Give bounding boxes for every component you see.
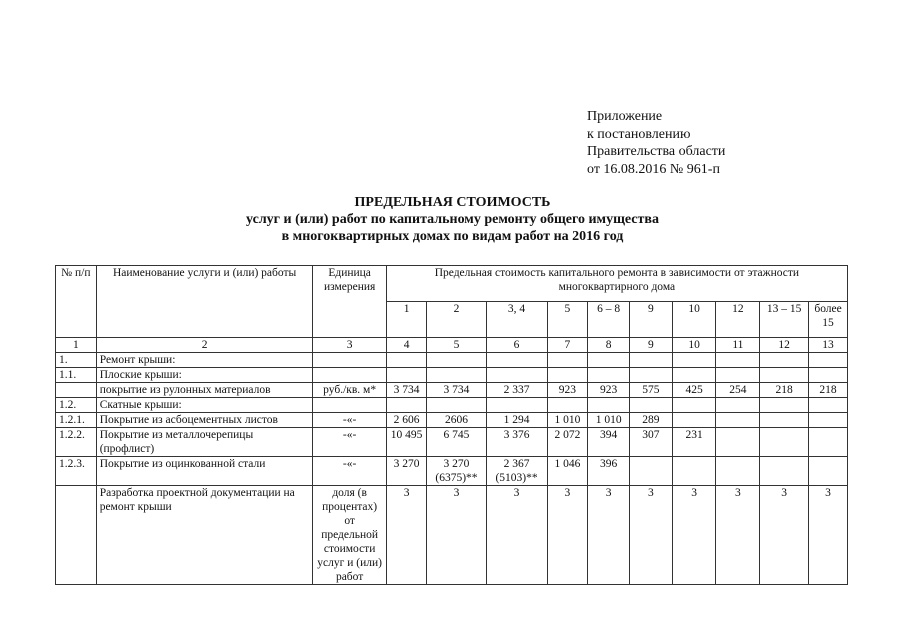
row-value	[547, 353, 588, 368]
row-value: 1 010	[588, 413, 630, 428]
cost-table	[55, 265, 848, 585]
row-value: 396	[588, 457, 630, 486]
header-floor-5: 6 – 8	[588, 302, 630, 338]
column-number-12: 12	[760, 338, 809, 353]
row-unit: -«-	[313, 428, 386, 457]
table-row	[56, 428, 848, 457]
header-floor-6: 9	[629, 302, 672, 338]
header-floor-8: 12	[716, 302, 760, 338]
row-value: 218	[760, 383, 809, 398]
row-value: 6 745	[427, 428, 486, 457]
row-value	[716, 398, 760, 413]
row-value	[629, 398, 672, 413]
row-name: покрытие из рулонных материалов	[96, 383, 313, 398]
row-value	[547, 398, 588, 413]
row-value: 3 376	[486, 428, 547, 457]
row-value	[716, 353, 760, 368]
row-value: 2 606	[386, 413, 427, 428]
row-num: 1.2.1.	[56, 413, 97, 428]
row-value: 2 072	[547, 428, 588, 457]
table-row	[56, 486, 848, 585]
row-num: 1.2.2.	[56, 428, 97, 457]
header-row-col-numbers	[56, 338, 848, 353]
row-value: 394	[588, 428, 630, 457]
row-value	[809, 353, 848, 368]
row-value: 3	[486, 486, 547, 585]
header-floor-2: 2	[427, 302, 486, 338]
row-num: 1.1.	[56, 368, 97, 383]
title-line-3: в многоквартирных домах по видам работ на 2016 год	[281, 229, 624, 244]
table-row	[56, 383, 848, 398]
row-value	[760, 368, 809, 383]
row-value	[760, 398, 809, 413]
row-value: 231	[672, 428, 716, 457]
row-unit: -«-	[313, 413, 386, 428]
row-value: 3	[427, 486, 486, 585]
row-value	[588, 398, 630, 413]
header-floor-9: 13 – 15	[760, 302, 809, 338]
row-value	[672, 368, 716, 383]
title-line-1: ПРЕДЕЛЬНАЯ СТОИМОСТЬ	[354, 195, 551, 210]
row-value: 1 010	[547, 413, 588, 428]
row-unit: -«-	[313, 457, 386, 486]
column-number-7: 7	[547, 338, 588, 353]
title-line-2: услуг и (или) работ по капитальному ремонту общего имущества	[246, 212, 659, 227]
row-value	[427, 398, 486, 413]
row-unit: руб./кв. м*	[313, 383, 386, 398]
table-row	[56, 353, 848, 368]
row-num	[56, 486, 97, 585]
column-number-5: 5	[427, 338, 486, 353]
row-value: 575	[629, 383, 672, 398]
document-title	[0, 194, 905, 245]
table-row	[56, 368, 848, 383]
annex-line-4: от 16.08.2016 № 961-п	[587, 161, 720, 177]
column-number-8: 8	[588, 338, 630, 353]
column-number-13: 13	[809, 338, 848, 353]
row-value: 218	[809, 383, 848, 398]
row-value	[672, 398, 716, 413]
column-number-1: 1	[56, 338, 97, 353]
row-value	[386, 368, 427, 383]
row-value: 2 367 (5103)**	[486, 457, 547, 486]
row-value: 1 046	[547, 457, 588, 486]
column-number-10: 10	[672, 338, 716, 353]
row-value	[486, 368, 547, 383]
header-unit: Единица измерения	[313, 266, 386, 338]
row-value: 3 734	[427, 383, 486, 398]
row-value	[809, 457, 848, 486]
row-name: Разработка проектной документации на ремонт крыши	[96, 486, 313, 585]
table-body	[56, 353, 848, 585]
row-name: Покрытие из металлочерепицы (профлист)	[96, 428, 313, 457]
row-value	[588, 368, 630, 383]
row-value: 1 294	[486, 413, 547, 428]
row-value	[547, 368, 588, 383]
row-unit	[313, 353, 386, 368]
row-value	[760, 413, 809, 428]
row-unit	[313, 368, 386, 383]
row-name: Скатные крыши:	[96, 398, 313, 413]
row-num: 1.	[56, 353, 97, 368]
row-value: 3	[629, 486, 672, 585]
row-value: 3	[716, 486, 760, 585]
row-value: 254	[716, 383, 760, 398]
row-value	[716, 413, 760, 428]
row-value	[809, 368, 848, 383]
row-value	[672, 457, 716, 486]
row-value	[716, 428, 760, 457]
row-unit: доля (в процентах) от предельной стоимости услуг и (или) работ	[313, 486, 386, 585]
row-num	[56, 383, 97, 398]
row-value: 307	[629, 428, 672, 457]
row-value	[716, 368, 760, 383]
row-value	[809, 398, 848, 413]
table-row	[56, 398, 848, 413]
row-unit	[313, 398, 386, 413]
row-value: 289	[629, 413, 672, 428]
row-value: 3	[386, 486, 427, 585]
row-value: 2 337	[486, 383, 547, 398]
table-row	[56, 413, 848, 428]
row-value	[629, 353, 672, 368]
row-value: 3	[760, 486, 809, 585]
row-value: 425	[672, 383, 716, 398]
row-value	[760, 457, 809, 486]
row-value	[760, 353, 809, 368]
row-value: 2606	[427, 413, 486, 428]
annex-line-3: Правительства области	[587, 144, 726, 159]
header-floor-3: 3, 4	[486, 302, 547, 338]
annex-line-1: Приложение	[587, 109, 663, 124]
row-name: Ремонт крыши:	[96, 353, 313, 368]
row-value: 923	[588, 383, 630, 398]
column-number-9: 9	[629, 338, 672, 353]
row-name: Плоские крыши:	[96, 368, 313, 383]
annex-line-2: к постановлению	[587, 126, 691, 142]
row-value	[760, 428, 809, 457]
annex-note	[587, 108, 725, 178]
row-value: 3 270 (6375)**	[427, 457, 486, 486]
row-value	[629, 457, 672, 486]
header-floor-7: 10	[672, 302, 716, 338]
row-num: 1.2.3.	[56, 457, 97, 486]
column-number-2: 2	[96, 338, 313, 353]
row-value: 3 734	[386, 383, 427, 398]
row-value	[809, 413, 848, 428]
row-value	[486, 398, 547, 413]
row-value	[427, 368, 486, 383]
row-value: 3	[547, 486, 588, 585]
header-floor-10: более 15	[809, 302, 848, 338]
row-value	[486, 353, 547, 368]
row-value	[809, 428, 848, 457]
row-value	[716, 457, 760, 486]
row-value	[386, 353, 427, 368]
header-num: № п/п	[56, 266, 97, 338]
row-name: Покрытие из асбоцементных листов	[96, 413, 313, 428]
row-value: 3	[672, 486, 716, 585]
row-value: 10 495	[386, 428, 427, 457]
row-num: 1.2.	[56, 398, 97, 413]
row-value: 923	[547, 383, 588, 398]
row-value	[672, 413, 716, 428]
header-cost: Предельная стоимость капитального ремонта в зависимости от этажности многоквартирного дома	[386, 266, 847, 302]
row-value	[672, 353, 716, 368]
header-name: Наименование услуги и (или) работы	[96, 266, 313, 338]
column-number-6: 6	[486, 338, 547, 353]
row-value: 3	[809, 486, 848, 585]
column-number-11: 11	[716, 338, 760, 353]
row-value: 3 270	[386, 457, 427, 486]
row-value	[386, 398, 427, 413]
column-number-3: 3	[313, 338, 386, 353]
header-row-top	[56, 266, 848, 302]
row-value	[427, 353, 486, 368]
table-row	[56, 457, 848, 486]
row-value	[629, 368, 672, 383]
row-value: 3	[588, 486, 630, 585]
header-floor-4: 5	[547, 302, 588, 338]
row-name: Покрытие из оцинкованной стали	[96, 457, 313, 486]
row-value	[588, 353, 630, 368]
column-number-4: 4	[386, 338, 427, 353]
header-floor-1: 1	[386, 302, 427, 338]
